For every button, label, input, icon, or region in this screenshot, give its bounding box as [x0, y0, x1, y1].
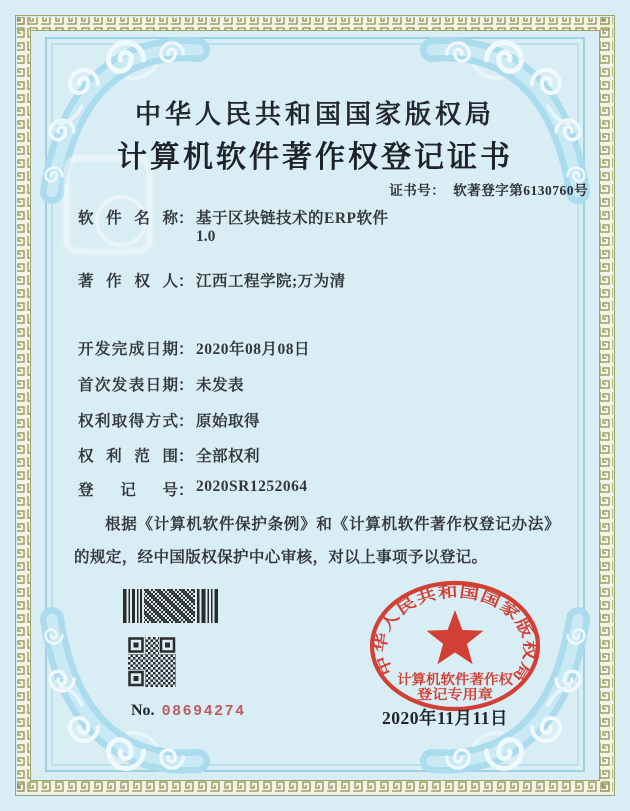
field-label: 首次发表日期 — [78, 377, 178, 394]
barcode — [123, 589, 218, 623]
qr-finder-top-right — [159, 637, 176, 654]
field-colon: ： — [178, 482, 194, 499]
qr-finder-top-left — [128, 637, 145, 654]
seal-ring-text: 中华人民共和国国家版权局 — [373, 584, 537, 682]
seal-inner-line2: 登记专用章 — [417, 687, 485, 702]
field-value: 全部权利 — [196, 448, 261, 465]
field-value: 基于区块链技术的ERP软件 — [196, 210, 389, 227]
seal-star — [427, 610, 484, 664]
field-label: 开发完成日期 — [78, 341, 178, 358]
field-row-registration-number — [78, 478, 308, 500]
certificate-title: 计算机软件著作权登记证书 — [117, 141, 513, 174]
field-row-acquisition-method — [78, 409, 260, 431]
official-seal — [367, 580, 543, 716]
field-label: 权利范围 — [78, 448, 178, 465]
serial-number-line — [131, 702, 246, 720]
field-colon: ： — [178, 210, 194, 227]
seal-inner-line1: 计算机软件著作权 — [397, 672, 505, 687]
field-label: 登记号 — [78, 482, 178, 499]
qr-code — [128, 637, 176, 687]
field-colon: ： — [178, 448, 194, 465]
field-value: 2020SR1252064 — [196, 478, 308, 495]
field-row-software-name — [78, 206, 389, 228]
registration-statement: 根据《计算机软件保护条例》和《计算机软件著作权登记办法》的规定，经中国版权保护中心审核，对以上事项予以登记。 — [74, 516, 560, 566]
field-label: 权利取得方式 — [78, 413, 178, 430]
field-colon: ： — [178, 377, 194, 394]
serial-number: 08694274 — [161, 703, 246, 720]
qr-finder-bottom-left — [128, 670, 145, 687]
certificate-number-line — [389, 179, 588, 199]
field-value: 原始取得 — [196, 413, 261, 430]
issuing-authority: 中华人民共和国国家版权局 — [134, 100, 495, 129]
certificate-number-value: 软著登字第6130760号 — [453, 183, 588, 198]
issue-date: 2020年11月11日 — [381, 708, 509, 728]
field-row-rights-scope — [78, 444, 260, 466]
field-value: 江西工程学院;万为清 — [196, 273, 346, 290]
serial-prefix: No. — [131, 702, 155, 719]
field-value: 未发表 — [196, 377, 245, 394]
certificate-number-label: 证书号： — [389, 183, 446, 198]
field-row-completion-date — [78, 337, 310, 359]
field-colon: ： — [178, 273, 194, 290]
field-colon: ： — [178, 413, 194, 430]
software-version: 1.0 — [196, 228, 216, 245]
field-value: 2020年08月08日 — [196, 341, 311, 358]
field-label: 著作权人 — [78, 273, 178, 290]
field-row-copyright-owner — [78, 269, 346, 291]
field-row-first-publication — [78, 373, 244, 395]
field-colon: ： — [178, 341, 194, 358]
field-label: 软件名称 — [78, 210, 178, 227]
